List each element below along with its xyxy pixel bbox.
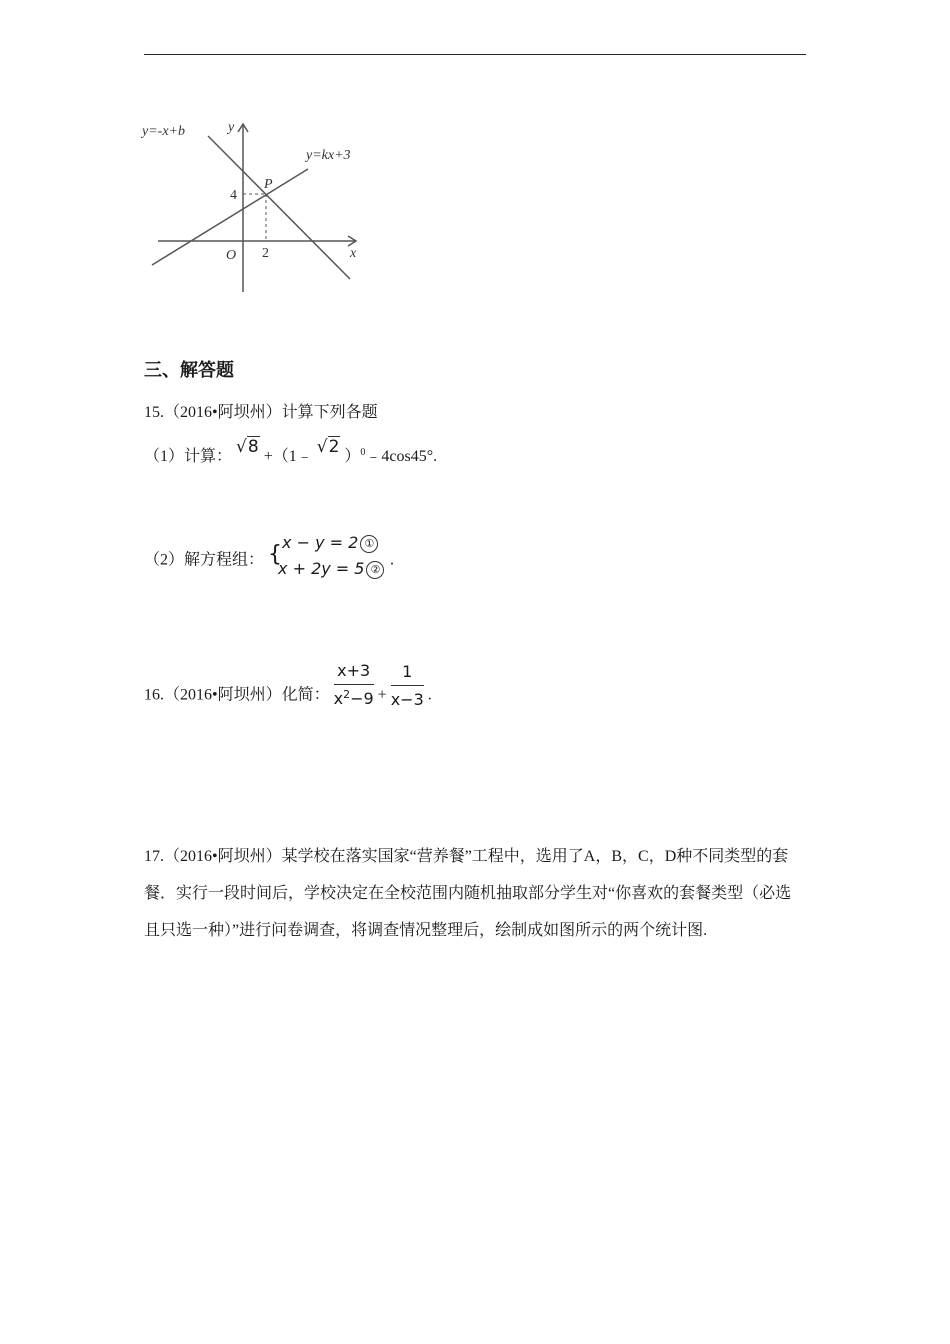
- graph-svg: [140, 112, 370, 302]
- plus-sign: +: [377, 686, 391, 704]
- q16: [144, 661, 432, 722]
- brace-icon: {: [268, 542, 283, 567]
- q16-prefix: 16.（2016•阿坝州）化简：: [144, 686, 330, 704]
- header-rule: [144, 54, 806, 55]
- close-paren: ）: [344, 448, 361, 465]
- equation-2: x + 2y = 5 ②: [278, 558, 384, 580]
- label-x-axis: x: [350, 246, 357, 261]
- fraction-1: [334, 660, 374, 712]
- q17-paragraph: [144, 838, 806, 949]
- label-y-axis: y: [228, 120, 235, 135]
- label-line2: y=kx+3: [306, 148, 351, 163]
- section-title: 三、解答题: [144, 360, 234, 381]
- label-y-tick: 4: [230, 188, 237, 203]
- fraction-2-numerator: 1: [391, 661, 424, 686]
- label-line1: y=-x+b: [142, 124, 185, 139]
- fraction-1-denominator: $x^2-9$: [333, 688, 374, 708]
- fraction-2-denominator: x−3: [390, 690, 424, 709]
- fraction-1-numerator: x+3: [334, 660, 374, 685]
- q15-part2-prefix: （2）解方程组：: [144, 551, 265, 569]
- sqrt-2: √2: [316, 437, 340, 458]
- q17-text: 17.（2016•阿坝州）某学校在落实国家“营养餐”工程中，选用了A，B，C，D种不同类型的套餐．实行一段时间后，学校决定在全校范围内随机抽取部分学生对“你喜欢的套餐类型（必选且只选一种）”进行问卷调查，将调查情况整理后，绘制成如图所示的两个统计图.: [144, 848, 792, 939]
- equation-system: [268, 532, 386, 582]
- q15-header: 15.（2016•阿坝州）计算下列各题: [144, 404, 378, 421]
- q16-suffix: .: [427, 686, 432, 704]
- plus-open: +（1﹣: [263, 448, 313, 465]
- fraction-2: [391, 661, 424, 711]
- q15-part1-prefix: （1）计算：: [144, 448, 233, 465]
- q15-part1: [144, 437, 438, 470]
- q15-part1-rest: ﹣4cos45°.: [365, 448, 438, 465]
- circled-one-mark: ①: [360, 535, 378, 553]
- sqrt-8: √8: [236, 437, 259, 458]
- exponent-zero: 0: [360, 447, 366, 458]
- function-graph: [140, 112, 370, 302]
- equation-1: x − y = 2 ①: [282, 532, 378, 554]
- label-origin: O: [226, 248, 237, 263]
- label-x-tick: 2: [262, 246, 269, 261]
- circled-two-mark: ②: [366, 561, 384, 579]
- q15-part2-suffix: .: [390, 551, 395, 569]
- label-point-p: P: [264, 177, 273, 192]
- q15-part2: [144, 533, 395, 586]
